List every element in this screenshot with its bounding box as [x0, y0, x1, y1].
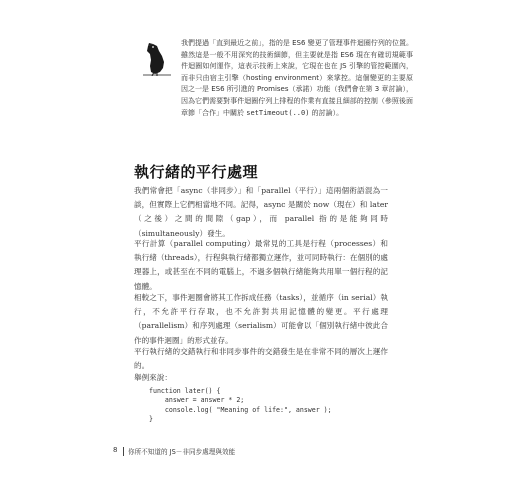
paragraph-event-loop: 相較之下，事件迴圈會將其工作拆成任務（tasks），並循序（in serial）執行，不允許平行存取，也不允許對共用記憶體的變更。平行處理（parallelism）和序列處理（serialism）可能會以「個別執行緒中彼此合作的事件迴圈」的形式並存。 — [134, 293, 388, 345]
raven-icon — [143, 42, 171, 76]
code-line: function later() { — [149, 387, 221, 395]
paragraph-parallel-computing: 平行計算（parallel computing）最常見的工具是行程（processes）和執行緒（threads），行程與執行緒都獨立運作，並可同時執行：在個別的處理器上，或甚至在不同的電腦上，不過多個執行緒能夠共用單一個行程的記憶體。 — [134, 239, 388, 291]
book-title: 你所不知道的 JS－非同步處理與效能 — [128, 448, 236, 456]
page-number: 8 — [113, 446, 118, 454]
code-line: answer = answer * 2; — [149, 396, 245, 405]
note-code: setTimeout(..0) — [246, 108, 310, 117]
paragraph-async-parallel: 我們常會把「async（非同步）」和「parallel（平行）」這兩個術語混為一談，但實際上它們相當地不同。記得，async 是關於 now（現在）和 later（之後）之間的間隙（gap），而 parallel 指的是能夠同時（simultaneously）發生。 — [134, 186, 388, 238]
code-line: console.log( "Meaning of life:", answer ); — [149, 405, 332, 414]
code-line: } — [149, 415, 153, 424]
paragraph-interleaving: 平行執行緒的交錯執行和非同步事件的交錯發生是在非常不同的層次上運作的。 — [134, 347, 388, 371]
note-text-part2: 的討論）。 — [309, 108, 344, 117]
note-text-part1: 我們提過「直到最近之前」，指的是 ES6 變更了管理事件迴圈佇列的位置。雖然這是一般不用深究的技術細節，但主要就是指 ES6 現在有確切規範事件迴圈如何運作，這表示技術上來說，它現在也在 JS 引擎的管控範圍內，而非只由宿主引擎（hosting environment）來掌控。這個變更的主要原因之一是 ES6 所引進的 Promises（承諾）功能（我們會在第 3 章討論），因為它們需要對事件迴圈佇列上排程的作業有直接且細部的控制（參照後面章節「合作」中關於 — [181, 39, 413, 117]
paragraph-example-intro: 舉例來說： — [134, 373, 172, 382]
footer-divider — [123, 447, 124, 456]
note-text — [181, 38, 413, 119]
code-block — [149, 387, 332, 425]
section-heading: 執行緒的平行處理 — [134, 163, 259, 181]
